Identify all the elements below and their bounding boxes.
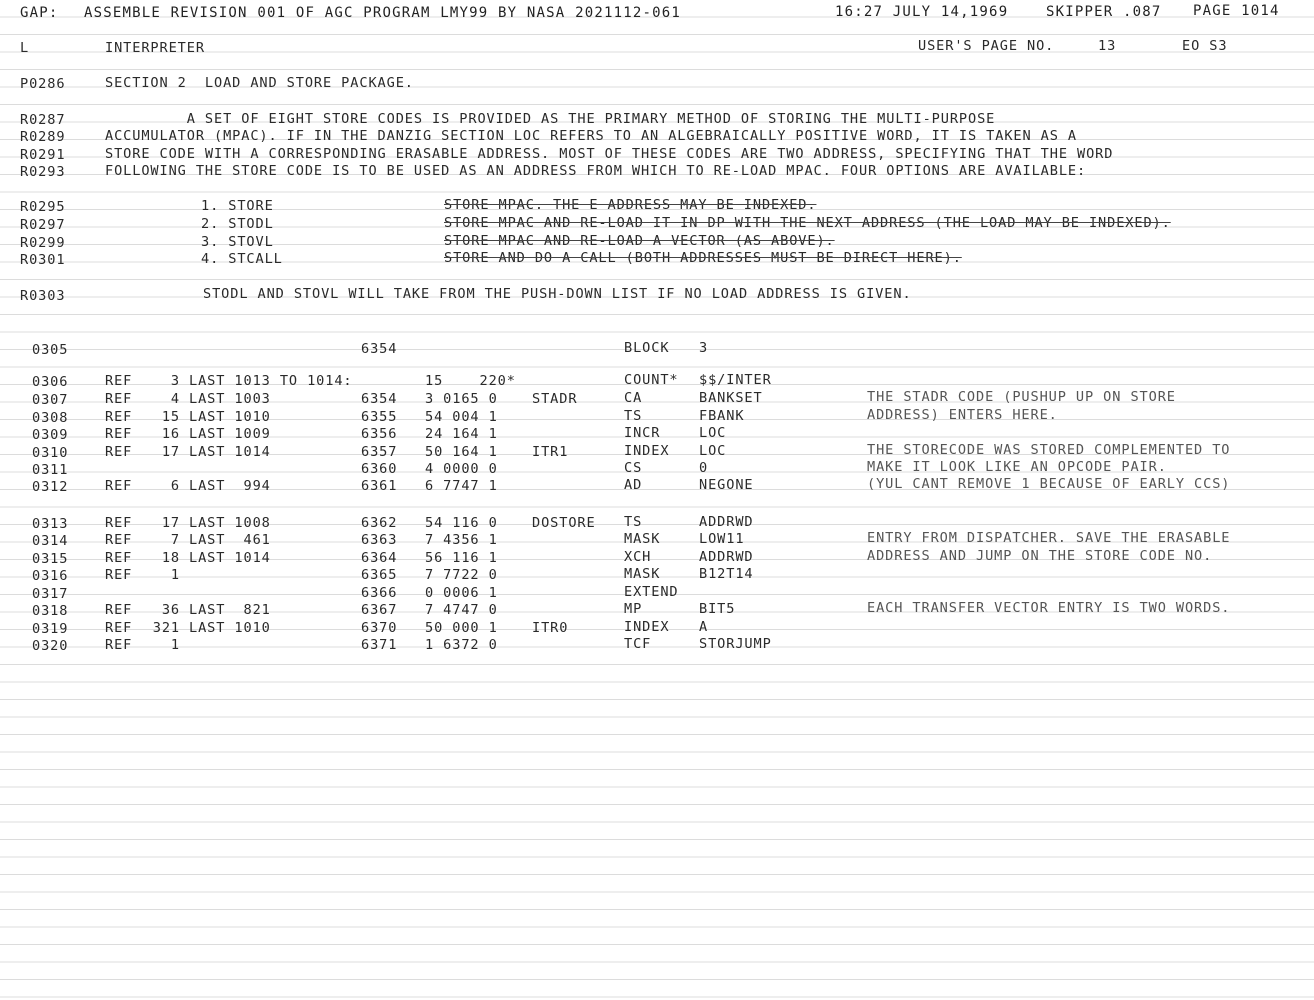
last-reference: LAST 821 [189, 602, 271, 618]
opcode: MASK [624, 531, 661, 547]
opcode: INCR [624, 425, 661, 441]
operand: STORJUMP [699, 636, 772, 652]
operand: LOW11 [699, 531, 745, 547]
option-description: STORE MPAC AND RE-LOAD IT IN DP WITH THE NEXT ADDRESS (THE LOAD MAY BE INDEXED). [444, 215, 1171, 231]
comment: ENTRY FROM DISPATCHER. SAVE THE ERASABLE [867, 530, 1231, 546]
operand: NEGONE [699, 477, 754, 493]
line-number: 0306 [32, 374, 69, 390]
octal-data: 56 116 1 [425, 550, 498, 566]
octal-data: 50 000 1 [425, 620, 498, 636]
ref-label: REF [105, 550, 133, 566]
last-reference: LAST 1010 [189, 409, 271, 425]
code-label: ITR1 [532, 444, 569, 460]
octal-data: 4 0000 0 [425, 461, 498, 477]
code-label: STADR [532, 391, 578, 407]
operator-id: SKIPPER .087 [1046, 4, 1162, 20]
opcode: MASK [624, 566, 661, 582]
option-name: 1. STORE [201, 198, 274, 214]
operand: FBANK [699, 408, 745, 424]
block-address: 6354 [361, 341, 398, 357]
line-number: 0309 [32, 427, 69, 443]
ref-label: REF [105, 637, 133, 653]
paragraph-line: A SET OF EIGHT STORE CODES IS PROVIDED AS THE PRIMARY METHOD OF STORING THE MULTI-PURPOSE [105, 111, 996, 127]
code-label: DOSTORE [532, 515, 596, 531]
paragraph-ref: R0293 [20, 164, 66, 180]
operand: $$/INTER [699, 372, 772, 388]
opcode: COUNT* [624, 372, 679, 388]
opcode: INDEX [624, 443, 670, 459]
line-number: 0314 [32, 533, 69, 549]
octal-address: 6361 [361, 478, 398, 494]
ref-label: REF [105, 567, 133, 583]
paragraph-ref: R0287 [20, 112, 66, 128]
line-number: 0315 [32, 551, 69, 567]
ref-label: REF [105, 620, 133, 636]
octal-data: 7 7722 0 [425, 567, 498, 583]
octal-address: 6365 [361, 567, 398, 583]
line-number: 0310 [32, 445, 69, 461]
line-number: 0316 [32, 568, 69, 584]
octal-address: 6360 [361, 461, 398, 477]
option-description: STORE MPAC. THE E ADDRESS MAY BE INDEXED. [444, 197, 817, 213]
opcode: TS [624, 514, 643, 530]
option-description: STORE AND DO A CALL (BOTH ADDRESSES MUST BE DIRECT HERE). [444, 250, 962, 266]
block-op: BLOCK [624, 340, 670, 356]
last-reference: LAST 1008 [189, 515, 271, 531]
octal-address: 6367 [361, 602, 398, 618]
octal-address: 6363 [361, 532, 398, 548]
program-name: INTERPRETER [105, 40, 205, 56]
opcode: TS [624, 408, 643, 424]
opcode: AD [624, 477, 643, 493]
operand: BANKSET [699, 390, 763, 406]
ref-label: REF [105, 602, 133, 618]
octal-address: 6371 [361, 637, 398, 653]
option-name: 4. STCALL [201, 251, 283, 267]
note-text: STODL AND STOVL WILL TAKE FROM THE PUSH-DOWN LIST IF NO LOAD ADDRESS IS GIVEN. [203, 286, 912, 302]
ref-count: 15 [161, 409, 180, 425]
option-description: STORE MPAC AND RE-LOAD A VECTOR (AS ABOVE). [444, 233, 835, 249]
octal-data: 7 4356 1 [425, 532, 498, 548]
ref-label: REF [105, 391, 133, 407]
ref-count: 17 [161, 444, 180, 460]
operand: LOC [699, 443, 727, 459]
ref-count: 4 [170, 391, 180, 407]
opcode: CA [624, 390, 643, 406]
line-number: 0320 [32, 638, 69, 654]
line-number: 0318 [32, 603, 69, 619]
last-reference: LAST 1009 [189, 426, 271, 442]
operand: LOC [699, 425, 727, 441]
ref-count: 16 [161, 426, 180, 442]
ref-count: 7 [170, 532, 180, 548]
ref-count: 1 [170, 637, 180, 653]
ref-label: REF [105, 515, 133, 531]
ref-count: 6 [170, 478, 180, 494]
page-number: PAGE 1014 [1193, 3, 1280, 19]
paragraph-ref: R0291 [20, 147, 66, 163]
opcode: XCH [624, 549, 652, 565]
octal-data: 0 0006 1 [425, 585, 498, 601]
ref-count: 1 [170, 567, 180, 583]
eo-marker: EO S3 [1182, 38, 1228, 54]
last-reference: LAST 1013 TO 1014: [189, 373, 353, 389]
opcode: MP [624, 601, 643, 617]
octal-data: 24 164 1 [425, 426, 498, 442]
section-title: SECTION 2 LOAD AND STORE PACKAGE. [105, 75, 414, 91]
last-reference: LAST 1003 [189, 391, 271, 407]
line-number: 0308 [32, 410, 69, 426]
gap-tag: GAP: [20, 5, 59, 21]
octal-address: 6370 [361, 620, 398, 636]
opcode: TCF [624, 636, 652, 652]
line-number: 0319 [32, 621, 69, 637]
line-number: 0317 [32, 586, 69, 602]
comment: EACH TRANSFER VECTOR ENTRY IS TWO WORDS. [867, 600, 1231, 616]
ref-label: REF [105, 444, 133, 460]
code-label: ITR0 [532, 620, 569, 636]
ref-label: REF [105, 409, 133, 425]
ref-label: REF [105, 532, 133, 548]
block-line-number: 0305 [32, 342, 69, 358]
octal-data: 15 220* [425, 373, 516, 389]
ref-count: 3 [170, 373, 180, 389]
opcode: EXTEND [624, 584, 679, 600]
paragraph-ref: R0289 [20, 129, 66, 145]
octal-address: 6354 [361, 391, 398, 407]
octal-data: 3 0165 0 [425, 391, 498, 407]
option-ref: R0301 [20, 252, 66, 268]
last-reference: LAST 1010 [189, 620, 271, 636]
assembly-timestamp: 16:27 JULY 14,1969 [835, 4, 1009, 20]
section-ref: P0286 [20, 76, 66, 92]
comment: (YUL CANT REMOVE 1 BECAUSE OF EARLY CCS) [867, 476, 1231, 492]
octal-data: 54 004 1 [425, 409, 498, 425]
operand: B12T14 [699, 566, 754, 582]
octal-data: 54 116 0 [425, 515, 498, 531]
ref-label: REF [105, 373, 133, 389]
comment: MAKE IT LOOK LIKE AN OPCODE PAIR. [867, 459, 1167, 475]
operand: 0 [699, 460, 709, 476]
octal-address: 6366 [361, 585, 398, 601]
assembly-title: ASSEMBLE REVISION 001 OF AGC PROGRAM LMY99 BY NASA 2021112-061 [84, 5, 681, 21]
comment: THE STORECODE WAS STORED COMPLEMENTED TO [867, 442, 1231, 458]
ref-count: 18 [161, 550, 180, 566]
block-operand: 3 [699, 340, 709, 356]
ref-label: REF [105, 478, 133, 494]
line-number: 0307 [32, 392, 69, 408]
line-number: 0313 [32, 516, 69, 532]
comment: THE STADR CODE (PUSHUP UP ON STORE [867, 389, 1176, 405]
operand: A [699, 619, 709, 635]
line-number: 0312 [32, 479, 69, 495]
opcode: CS [624, 460, 643, 476]
ref-count: 321 [152, 620, 180, 636]
comment: ADDRESS) ENTERS HERE. [867, 407, 1058, 423]
users-page-number: 13 [1098, 38, 1117, 54]
last-reference: LAST 1014 [189, 444, 271, 460]
option-ref: R0295 [20, 199, 66, 215]
operand: ADDRWD [699, 549, 754, 565]
option-name: 2. STODL [201, 216, 274, 232]
octal-address: 6357 [361, 444, 398, 460]
last-reference: LAST 994 [189, 478, 271, 494]
octal-data: 7 4747 0 [425, 602, 498, 618]
paragraph-line: FOLLOWING THE STORE CODE IS TO BE USED AS AN ADDRESS FROM WHICH TO RE-LOAD MPAC. FOUR OPTIONS ARE AVAILABLE: [105, 163, 1087, 179]
paragraph-line: ACCUMULATOR (MPAC). IF IN THE DANZIG SECTION LOC REFERS TO AN ALGEBRAICALLY POSITIVE WORD, IT IS TAKEN AS A [105, 128, 1078, 144]
octal-address: 6356 [361, 426, 398, 442]
ref-count: 36 [161, 602, 180, 618]
octal-address: 6362 [361, 515, 398, 531]
octal-address: 6364 [361, 550, 398, 566]
option-ref: R0299 [20, 235, 66, 251]
users-page-label: USER'S PAGE NO. [918, 38, 1055, 54]
listing-tag: L [20, 40, 30, 56]
paragraph-line: STORE CODE WITH A CORRESPONDING ERASABLE ADDRESS. MOST OF THESE CODES ARE TWO ADDRESS, SPECIFYING THAT THE WORD [105, 146, 1114, 162]
comment: ADDRESS AND JUMP ON THE STORE CODE NO. [867, 548, 1213, 564]
line-number: 0311 [32, 462, 69, 478]
octal-data: 1 6372 0 [425, 637, 498, 653]
option-name: 3. STOVL [201, 234, 274, 250]
octal-data: 50 164 1 [425, 444, 498, 460]
last-reference: LAST 461 [189, 532, 271, 548]
opcode: INDEX [624, 619, 670, 635]
last-reference: LAST 1014 [189, 550, 271, 566]
octal-data: 6 7747 1 [425, 478, 498, 494]
note-ref: R0303 [20, 288, 66, 304]
octal-address: 6355 [361, 409, 398, 425]
operand: ADDRWD [699, 514, 754, 530]
option-ref: R0297 [20, 217, 66, 233]
ref-count: 17 [161, 515, 180, 531]
ref-label: REF [105, 426, 133, 442]
operand: BIT5 [699, 601, 736, 617]
